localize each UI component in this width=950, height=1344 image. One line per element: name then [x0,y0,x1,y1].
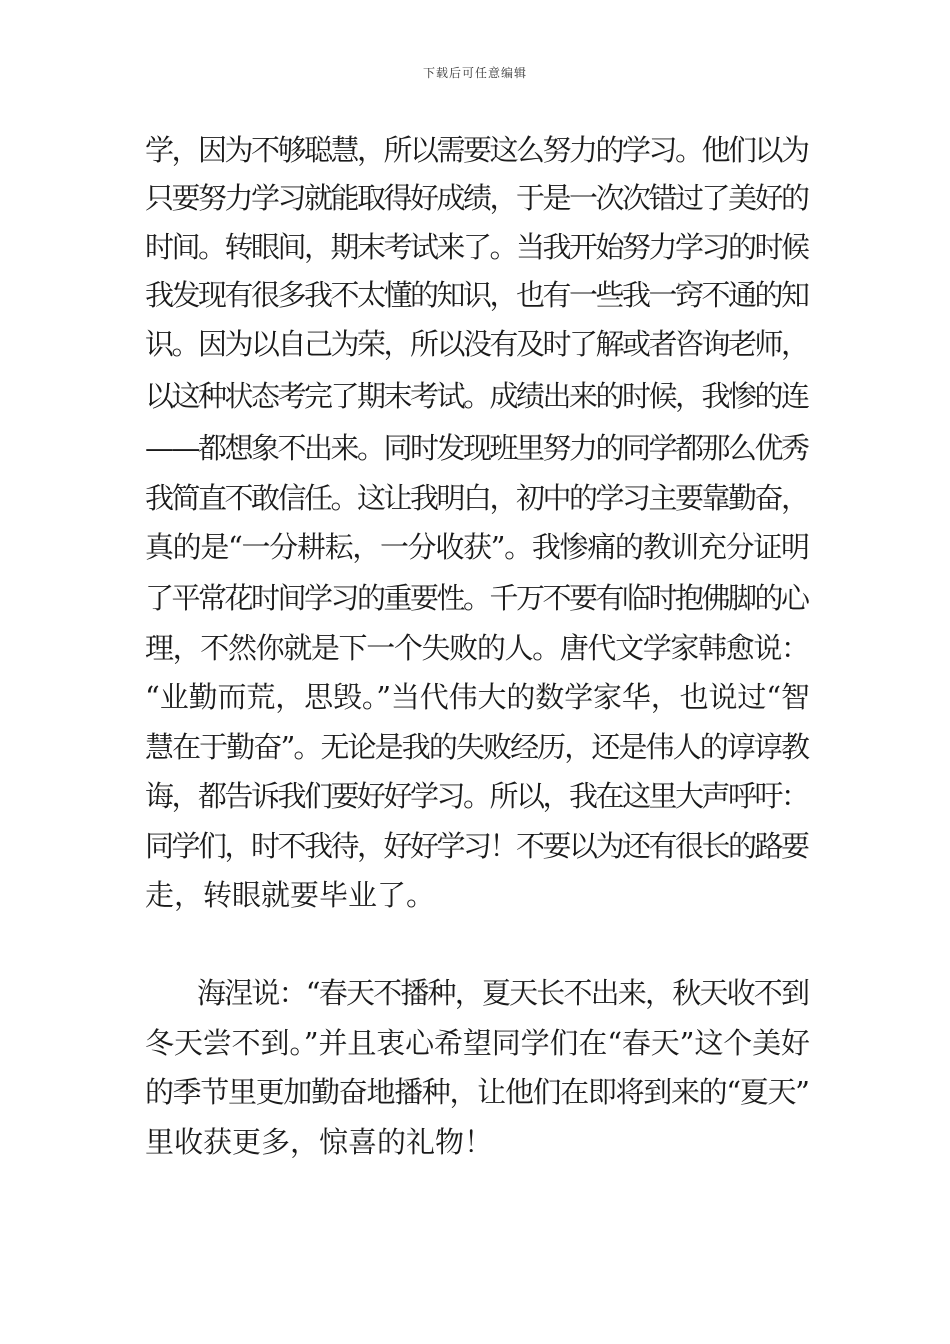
text-line: 同学们，时不我待，好好学习！不要以为还有很长的路要 [145,829,808,863]
text-line: 识。因为以自己为荣，所以没有及时了解或者咨询老师， [145,327,808,361]
text-line: 我发现有很多我不太懂的知识，也有一些我一窍不通的知 [145,278,808,312]
text-line: 学，因为不够聪慧，所以需要这么努力的学习。他们以为 [145,133,808,167]
text-line: ——都想象不出来。同时发现班里努力的同学都那么优秀 [145,431,808,465]
text-line: 了平常花时间学习的重要性。千万不要有临时抱佛脚的心 [145,581,808,615]
text-line: 海涅说：“春天不播种，夏天长不出来，秋天收不到 [197,976,809,1010]
page-header: 下载后可任意编辑 [422,66,527,80]
text-line: 的季节里更加勤奋地播种，让他们在即将到来的“夏天” [145,1075,809,1109]
text-line: 时间。转眼间，期末考试来了。当我开始努力学习的时候 [145,230,808,264]
text-line: 走，转眼就要毕业了。 [145,878,436,912]
text-line: 只要努力学习就能取得好成绩，于是一次次错过了美好的 [145,181,808,215]
text-line: 理，不然你就是下一个失败的人。唐代文学家韩愈说： [145,631,809,665]
text-line: 真的是“一分耕耘，一分收获”。我惨痛的教训充分证明 [145,530,809,564]
text-line: 我简直不敢信任。这让我明白，初中的学习主要靠勤奋， [145,481,808,515]
text-line: 里收获更多，惊喜的礼物！ [145,1125,494,1159]
text-line: 以这种状态考完了期末考试。成绩出来的时候，我惨的连 [145,379,808,413]
text-line: 诲，都告诉我们要好好学习。所以，我在这里大声呼吁： [145,779,808,813]
text-line: 冬天尝不到。”并且衷心希望同学们在“春天”这个美好 [145,1026,810,1060]
text-line: “业勤而荒，思毁。”当代伟大的数学家华，也说过“智 [145,680,810,714]
text-line: 慧在于勤奋”。无论是我的失败经历，还是伟人的谆谆教 [145,730,809,764]
